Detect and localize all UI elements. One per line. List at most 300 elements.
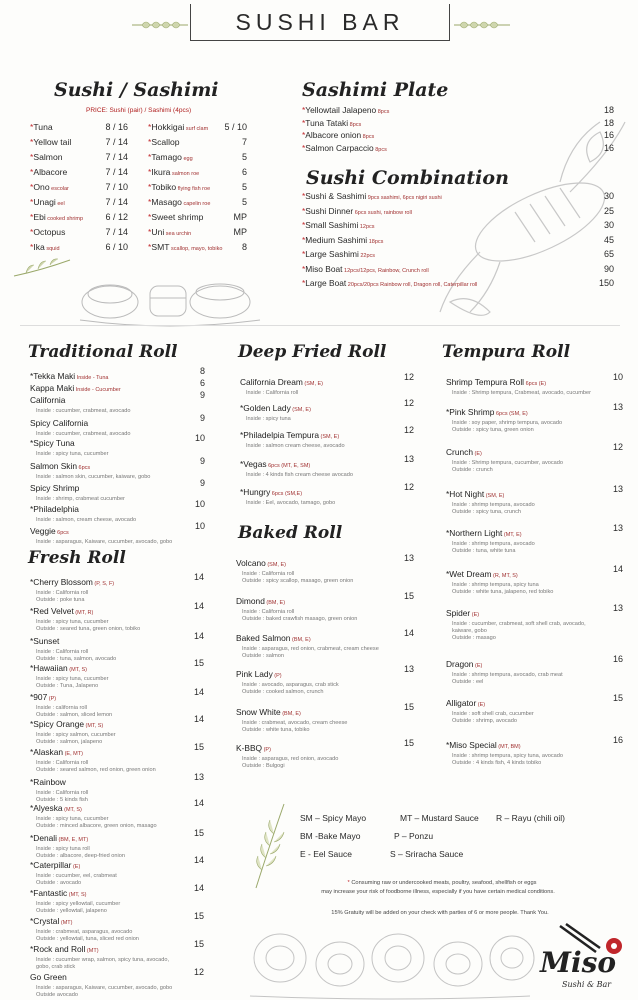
item-line	[236, 664, 339, 682]
item-name: Veggie	[30, 526, 56, 536]
item-line	[30, 967, 172, 985]
item-tag: (BM, E)	[290, 637, 311, 643]
item-tag: (E)	[473, 451, 482, 457]
item-price: 8	[241, 242, 247, 252]
star-icon: *	[148, 122, 152, 132]
menu-item	[302, 130, 374, 143]
star-icon: *	[30, 944, 34, 954]
item-name: Ikura	[151, 167, 171, 177]
item-description: Inside : asparagus, Kaiware, cucumber, avocado, gobo	[36, 985, 173, 991]
item-tag: surf clam	[184, 126, 209, 132]
item-name: Baked Salmon	[236, 633, 291, 643]
item-name: Crunch	[446, 447, 473, 457]
item-name: Sushi Dinner	[305, 205, 354, 216]
item-description: Outside : baked crawfish masago, green onion	[242, 616, 358, 622]
item-price: 30	[603, 191, 614, 201]
item-name: Northern Light	[449, 528, 503, 538]
item-price: 14	[403, 628, 414, 638]
item-line	[240, 454, 353, 472]
item-tag: (BM, E)	[280, 711, 301, 717]
menu-item	[148, 227, 191, 240]
item-price: 7 / 14	[105, 137, 128, 147]
item-description: Inside : soft shell crab, cucumber	[452, 711, 534, 717]
star-icon: *	[30, 438, 34, 448]
item-line	[30, 390, 131, 408]
item-name: Vegas	[243, 459, 267, 469]
item-description: Inside : spicy tuna, cucumber	[36, 619, 109, 625]
item-name: K-BBQ	[236, 743, 263, 753]
item-price: 13	[193, 772, 204, 782]
item-tag: scallop, mayo, tobiko	[169, 246, 223, 252]
item-name: Golden Lady	[243, 403, 291, 413]
menu-item	[30, 137, 71, 148]
star-icon: *	[30, 833, 34, 843]
item-description: Inside : Eel, avocado, tamago, gobo	[246, 500, 336, 506]
item-description: Outside : tuna, white tuna	[452, 548, 516, 554]
star-icon: *	[302, 117, 306, 128]
item-price: 7 / 14	[105, 227, 128, 237]
item-description: Outside : minced albacore, green onion, masago	[36, 823, 157, 829]
item-name: Spicy Tuna	[33, 438, 75, 448]
item-tag: salmon roe	[170, 171, 200, 177]
item-tag: (E)	[473, 663, 483, 669]
menu-item	[302, 278, 477, 291]
item-name: SMT	[151, 242, 170, 252]
item-tag: (P)	[272, 673, 282, 679]
item-name: Yellow tail	[33, 137, 72, 147]
item-tag: (SM, E)	[484, 493, 505, 499]
item-line	[30, 714, 116, 732]
item-tag: (E)	[71, 864, 81, 870]
item-name: Snow White	[236, 707, 281, 717]
item-price: 14	[193, 855, 204, 865]
star-icon: *	[302, 263, 306, 274]
item-price: 30	[603, 220, 614, 230]
star-icon: *	[446, 740, 450, 750]
item-name: California	[30, 395, 66, 405]
item-price: 14	[193, 883, 204, 893]
item-line	[30, 413, 131, 431]
item-description: Inside : cucumber, crabmeat, avocado	[36, 408, 131, 414]
item-description: Outside : yellowtail, jalapeno	[36, 908, 107, 914]
item-description: Inside : soy paper, shrimp tempura, avocado	[452, 420, 563, 426]
item-description: Outside : salmon, jalapeno	[36, 739, 103, 745]
menu-item	[30, 122, 53, 133]
item-description: Inside : 4 kinds fish cream cheese avocado	[246, 472, 353, 478]
item-name: Cherry Blossom	[33, 577, 93, 587]
item-price: 9	[199, 478, 205, 488]
menu-item	[302, 118, 361, 131]
menu-item	[302, 235, 383, 248]
item-price: 10	[194, 521, 205, 531]
item-line	[30, 855, 117, 873]
item-name: Dimond	[236, 596, 265, 606]
item-description: Inside : shrimp tempura, avocado, crab meat	[452, 672, 563, 678]
item-line	[30, 687, 112, 705]
item-tag: Inside - Tuna	[75, 375, 109, 381]
star-icon: *	[30, 122, 34, 132]
item-name: Alaskan	[33, 747, 64, 757]
item-line	[446, 402, 562, 420]
item-name: Sushi & Sashimi	[305, 191, 367, 201]
item-name: Hokkigai	[151, 122, 185, 132]
item-tag: (MT, E)	[502, 532, 522, 538]
item-name: Uni	[151, 227, 165, 237]
star-icon: *	[30, 916, 34, 926]
item-name: Scallop	[151, 137, 180, 147]
item-tag: (MT, S)	[67, 667, 87, 673]
item-description: Outside : masago	[452, 635, 496, 641]
item-name: Spider	[446, 608, 471, 618]
item-description: Inside : shrimp tempura, spicy tuna	[452, 582, 539, 588]
menu-item	[240, 482, 335, 507]
item-name: Pink Lady	[236, 669, 273, 679]
item-description: Inside : California roll	[36, 760, 89, 766]
star-icon: *	[148, 212, 152, 222]
wheat-branch-icon	[250, 800, 290, 890]
traditional-roll-title: Traditional Roll	[28, 342, 178, 362]
item-name: Tuna	[33, 122, 53, 132]
star-icon: *	[148, 242, 152, 252]
deep-fried-roll-title: Deep Fried Roll	[238, 342, 387, 362]
gratuity-note: 15% Gratuity will be added on your check with parties of 6 or more people. Thank You.	[331, 910, 549, 916]
item-price: 8	[199, 366, 205, 376]
item-price: 6	[241, 167, 247, 177]
menu-item	[30, 182, 69, 195]
item-price: MP	[233, 212, 247, 222]
star-icon: *	[30, 803, 34, 813]
item-price: 5 / 10	[224, 122, 247, 132]
star-icon: *	[30, 137, 34, 147]
item-name: Masago	[151, 197, 182, 207]
item-tag: 6pcs (SM,E)	[270, 491, 303, 497]
star-icon: *	[240, 459, 244, 469]
item-description: Outside : seared salmon, red onion, green onion	[36, 767, 156, 773]
item-name: Tamago	[151, 152, 182, 162]
item-description: Inside : salmon skin, cucumber, kaiware, gobo	[36, 474, 151, 480]
menu-item	[240, 454, 353, 479]
item-price: 12	[612, 442, 623, 452]
item-name: Hot Night	[449, 489, 485, 499]
item-name: California Dream	[240, 377, 303, 387]
item-description: Outside : cooked salmon, crunch	[242, 689, 324, 695]
item-price: 65	[603, 249, 614, 259]
menu-item	[148, 152, 193, 165]
fresh-roll-title: Fresh Roll	[28, 548, 126, 568]
menu-item	[30, 572, 114, 604]
item-name: Ebi	[33, 212, 46, 222]
item-name: Unagi	[33, 197, 56, 207]
item-description: Inside : asparagus, red onion, crabmeat, cream cheese	[242, 646, 379, 652]
item-line	[30, 939, 169, 957]
item-tag: (MT, R)	[73, 610, 94, 616]
star-icon: *	[30, 212, 34, 222]
star-icon: *	[302, 278, 306, 288]
item-price: 6	[199, 378, 205, 388]
item-description: Inside : shrimp tempura, spicy tuna, avocado	[452, 753, 563, 759]
item-price: 7 / 14	[105, 152, 128, 162]
item-tag: (SM, E)	[302, 381, 324, 387]
item-description: Outside : white tuna, tobiko	[242, 727, 310, 733]
item-price: 14	[193, 572, 204, 582]
menu-item	[236, 553, 353, 585]
item-line	[30, 883, 120, 901]
item-name: Philadelphia	[33, 504, 79, 514]
item-tag: (E)	[470, 612, 480, 618]
item-price: 10	[194, 433, 205, 443]
sushi-rolls-sketch-icon	[240, 918, 540, 1000]
item-price: 13	[403, 553, 414, 563]
item-price: 16	[612, 654, 623, 664]
item-line	[236, 591, 357, 609]
item-line	[446, 372, 591, 390]
item-tag: (MT, S)	[62, 807, 82, 813]
item-price: 8 / 16	[105, 122, 128, 132]
star-icon: *	[30, 167, 34, 177]
item-tag: (SM, E)	[265, 562, 286, 568]
item-price: 10	[612, 372, 623, 382]
star-icon: *	[302, 220, 306, 230]
item-price: 15	[193, 742, 204, 752]
menu-item	[240, 372, 323, 397]
item-name: Miso Special	[449, 740, 497, 750]
star-icon: *	[30, 606, 34, 616]
item-tag: egg	[181, 156, 193, 162]
item-line	[30, 772, 88, 790]
item-price: 7 / 14	[105, 197, 128, 207]
item-price: MP	[233, 227, 247, 237]
item-line	[236, 628, 379, 646]
item-name: 907	[33, 692, 48, 702]
item-line	[30, 742, 156, 760]
item-line	[446, 484, 535, 502]
sashimi-plate-title: Sashimi Plate	[302, 79, 449, 101]
item-name: Alyeska	[33, 803, 63, 813]
item-price: 150	[598, 278, 614, 288]
item-price: 7	[241, 137, 247, 147]
item-description: Outside : salmon, sliced lemon	[36, 712, 113, 718]
item-description: Inside : cucumber wrap, salmon, spicy tuna, avocado,	[36, 957, 170, 963]
item-description: Inside : shrimp tempura, avocado	[452, 541, 535, 547]
item-line	[236, 738, 338, 756]
menu-item	[236, 738, 338, 770]
item-tag: (BM, E)	[264, 600, 286, 606]
menu-item	[446, 564, 553, 596]
logo-subtitle: Sushi & Bar	[562, 980, 612, 989]
item-tag: 20pcs/20pcs Rainbow roll, Dragon roll, Caterpillar roll	[346, 282, 478, 288]
star-icon: *	[446, 569, 450, 579]
menu-title: SUSHI BAR	[190, 4, 450, 41]
item-name: Salmon Carpaccio	[305, 142, 374, 153]
item-tag: 9pcs sashimi, 6pcs nigiri sushi	[366, 195, 442, 201]
menu-item	[302, 220, 375, 233]
item-line	[446, 442, 563, 460]
menu-item	[446, 484, 535, 516]
item-price: 45	[603, 234, 614, 245]
star-icon: *	[30, 860, 34, 870]
item-description: kaiware, gobo	[452, 628, 487, 634]
star-icon: *	[148, 197, 152, 207]
menu-item	[236, 628, 379, 660]
star-icon: *	[30, 663, 34, 673]
star-icon: *	[302, 249, 306, 259]
item-description: Outside : salmon	[242, 653, 284, 659]
item-tag: (MT, S)	[84, 723, 104, 729]
item-description: Inside : salmon, cream cheese, avocado	[36, 517, 137, 523]
item-price: 12	[403, 482, 414, 492]
menu-item	[240, 398, 311, 423]
item-tag: (E)	[476, 702, 486, 708]
star-icon: *	[30, 371, 34, 381]
menu-item	[30, 601, 140, 633]
item-name: Caterpillar	[33, 860, 72, 870]
star-icon: *	[302, 142, 306, 153]
item-tag: (P)	[262, 747, 271, 753]
item-line	[240, 372, 323, 390]
item-description: Inside : California roll	[246, 390, 299, 396]
item-price: 12	[193, 967, 204, 977]
item-description: Inside : California roll	[36, 790, 89, 796]
item-description: Inside : asparagus, Kaiware, cucumber, avocado, gobo	[36, 539, 173, 545]
star-icon: *	[30, 197, 34, 207]
star-icon: *	[30, 152, 34, 162]
item-tag: (E, MT)	[63, 751, 83, 757]
item-name: Kappa Maki	[30, 383, 75, 393]
item-tag: capelin roe	[181, 201, 211, 207]
item-price: 15	[403, 738, 414, 748]
item-price: 14	[612, 564, 623, 574]
item-price: 16	[603, 142, 614, 153]
item-name: Shrimp Tempura Roll	[446, 377, 525, 387]
item-tag: 6pcs sushi, rainbow roll	[353, 209, 412, 216]
notice-line1: * Consuming raw or undercooked meats, poultry, seafood, shellfish or eggs	[347, 880, 537, 886]
item-price: 13	[612, 603, 623, 613]
item-line	[30, 433, 108, 451]
item-name: Rainbow	[33, 777, 66, 787]
item-name: Sunset	[33, 636, 60, 646]
item-tag: 6pcs (SM, E)	[494, 411, 528, 417]
item-description: Outside : seared tuna, green onion, tobiko	[36, 626, 141, 632]
item-description: Inside : spicy salmon, cucumber	[36, 732, 116, 738]
item-description: Inside : shrimp tempura, avocado	[452, 502, 535, 508]
item-tag: (BM, E, MT)	[57, 837, 89, 843]
item-description: Outside : Bulgogi	[242, 763, 285, 769]
menu-item	[148, 137, 180, 148]
item-name: Go Green	[30, 972, 67, 982]
item-description: Outside : white tuna, jalapeno, red tobiko	[452, 589, 554, 595]
menu-item	[302, 249, 375, 262]
item-description: Outside : spicy scallop, masago, green onion	[242, 578, 354, 584]
item-tag: 12pcs/12pcs, Rainbow, Crunch roll	[342, 267, 429, 274]
menu-item	[446, 402, 562, 434]
item-line	[30, 798, 157, 816]
item-price: 14	[193, 714, 204, 724]
menu-item	[446, 735, 563, 767]
star-icon: *	[30, 242, 34, 252]
item-description: Outside : 5 kinds fish	[36, 797, 88, 803]
item-description: gobo, crab stick	[36, 964, 76, 970]
item-description: Inside : California roll	[242, 571, 295, 577]
item-description: Inside : spicy tuna	[246, 416, 291, 422]
item-description: Outside avocado	[36, 992, 78, 998]
item-price: 13	[612, 523, 623, 533]
legend-s: S – Sriracha Sauce	[390, 849, 464, 859]
star-icon: *	[446, 407, 450, 417]
star-icon: *	[30, 888, 34, 898]
item-name: Tobiko	[151, 182, 177, 192]
item-name: Salmon Skin	[30, 461, 78, 471]
star-icon: *	[30, 747, 34, 757]
menu-item	[302, 206, 412, 219]
item-price: 12	[403, 398, 414, 408]
item-tag: 6pcs	[55, 530, 69, 536]
item-price: 9	[199, 456, 205, 466]
item-name: Hawaiian	[33, 663, 68, 673]
item-line	[30, 828, 125, 846]
item-name: Small Sashimi	[305, 220, 359, 230]
menu-item	[30, 152, 63, 163]
item-price: 13	[612, 484, 623, 494]
item-price: 16	[603, 130, 614, 140]
item-name: Albacore onion	[305, 130, 362, 140]
item-description: Outside : shrimp, avocado	[452, 718, 517, 724]
item-tag: Inside - Cucumber	[74, 387, 121, 393]
item-name: Tekka Maki	[33, 371, 76, 381]
item-name: Philadelpia Tempura	[243, 430, 319, 440]
star-icon: *	[30, 227, 34, 237]
item-description: Outside : poke tuna	[36, 597, 85, 603]
item-price: 6 / 10	[105, 242, 128, 252]
item-name: Miso Boat	[305, 263, 343, 274]
tempura-roll-title: Tempura Roll	[442, 342, 571, 362]
menu-item	[302, 191, 442, 204]
item-price: 14	[193, 687, 204, 697]
star-icon: *	[30, 182, 34, 192]
item-name: Denali	[33, 833, 58, 843]
item-price: 25	[603, 205, 614, 216]
item-name: Large Sashimi	[305, 249, 359, 259]
menu-item	[236, 664, 339, 696]
item-name: Crystal	[33, 916, 60, 926]
menu-item	[240, 425, 345, 450]
item-description: Inside : spicy yellowtail, cucumber	[36, 901, 121, 907]
item-name: Large Boat	[305, 278, 347, 288]
item-tag: cooked shrimp	[45, 216, 84, 222]
item-tag: 18pcs	[367, 238, 384, 245]
item-line	[30, 521, 172, 539]
item-description: Inside : spicy tuna, cucumber	[36, 676, 109, 682]
menu-item	[30, 521, 172, 546]
item-price: 12	[403, 372, 414, 382]
menu-item	[446, 693, 534, 725]
star-icon: *	[302, 191, 306, 201]
item-price: 90	[603, 263, 614, 274]
item-price: 15	[193, 658, 204, 668]
menu-item	[446, 442, 563, 474]
item-tag: eel	[55, 201, 65, 207]
item-tag: 22pcs	[358, 253, 376, 259]
item-price: 9	[199, 390, 205, 400]
menu-item	[30, 197, 65, 210]
item-description: Inside : asparagus, red onion, avocado	[242, 756, 339, 762]
item-line	[30, 631, 116, 649]
star-icon: *	[148, 137, 152, 147]
item-name: Yellowtail Jalapeno	[305, 105, 377, 115]
item-tag: 6pcs (E)	[524, 381, 547, 387]
item-price: 18	[603, 117, 614, 128]
item-tag: 8pcs	[348, 121, 362, 128]
item-description: Inside : spicy tuna, cucumber	[36, 816, 109, 822]
